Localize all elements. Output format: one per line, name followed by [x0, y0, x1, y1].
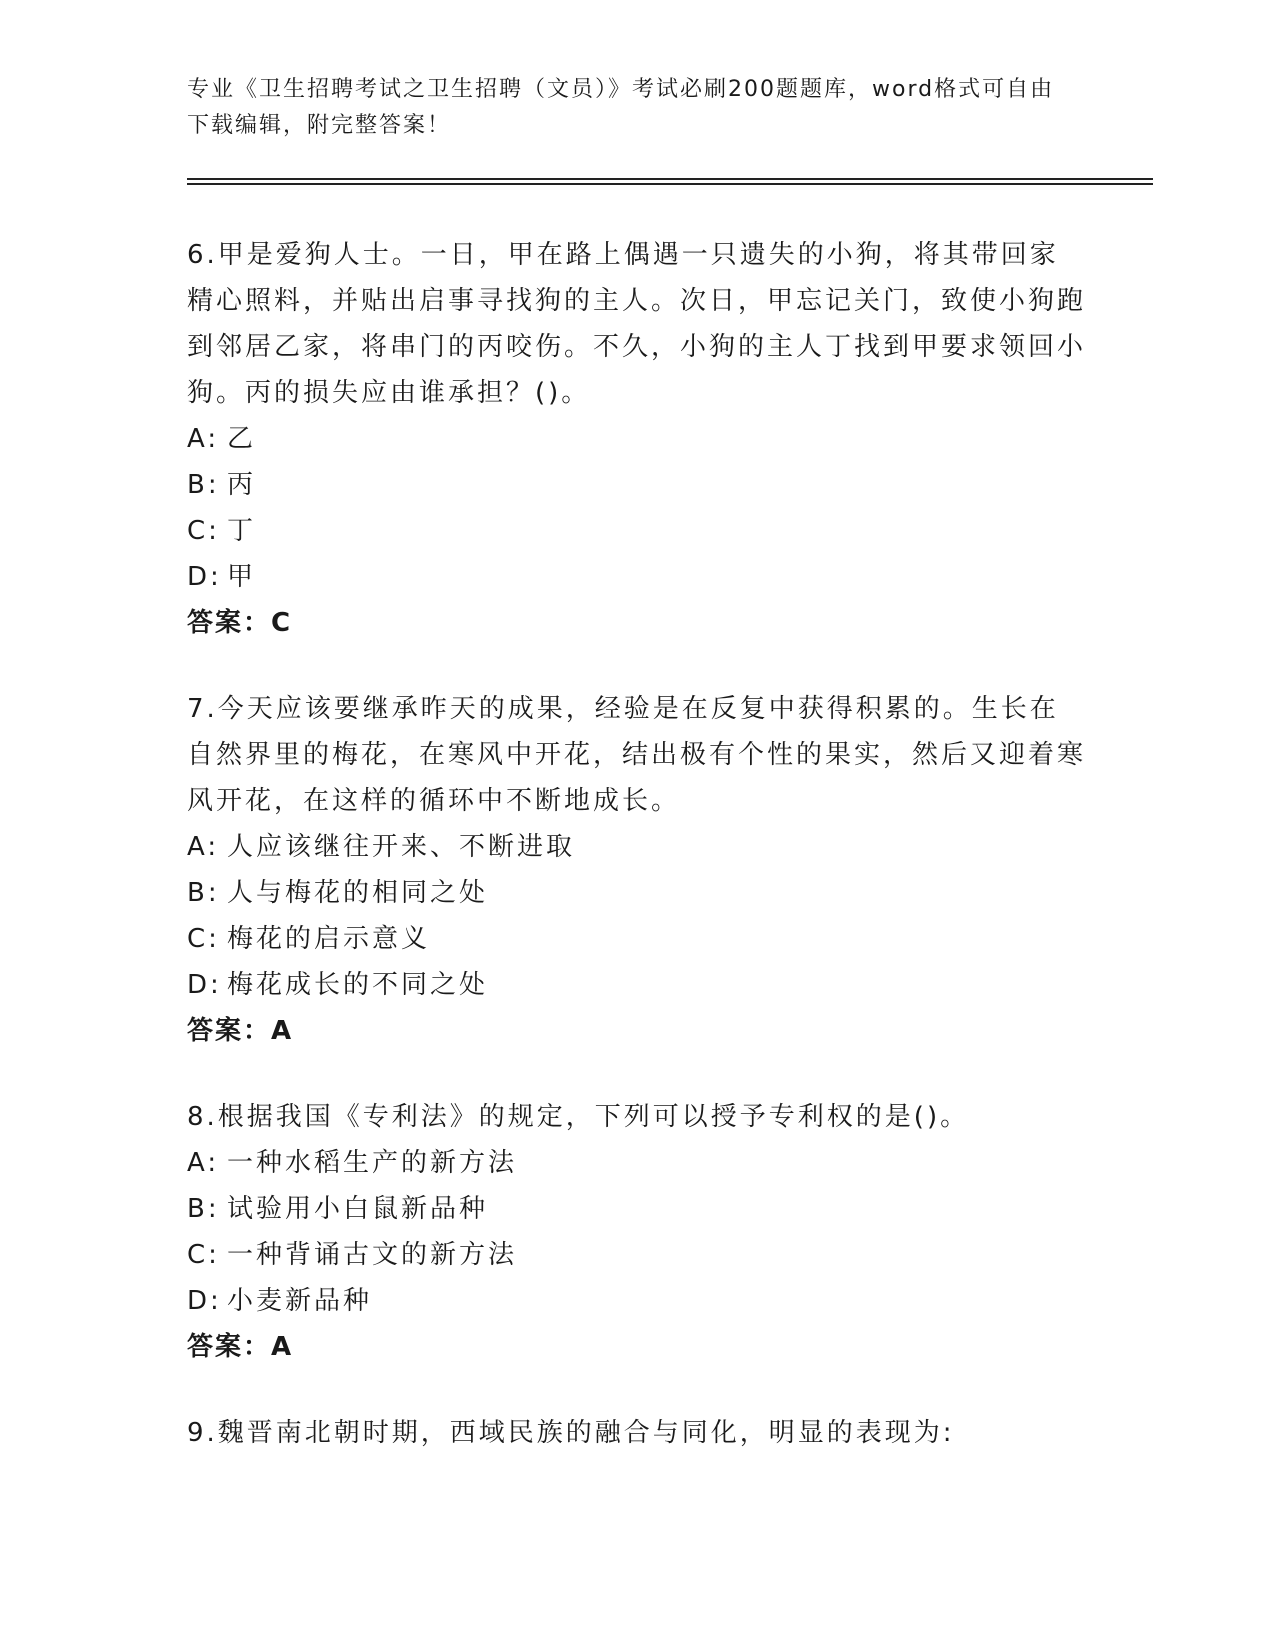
question-9: [187, 1410, 1087, 1456]
question-7: [187, 686, 1087, 1054]
option-key: D:: [187, 1286, 222, 1316]
question-8: [187, 1094, 1087, 1370]
option-text: 人应该继往开来、不断进取: [227, 832, 576, 862]
option-text: 人与梅花的相同之处: [227, 878, 489, 908]
option-d: [187, 554, 1087, 600]
answer-line: 答案：A: [187, 1332, 294, 1362]
header-divider-bottom: [187, 183, 1153, 185]
option-text: 试验用小白鼠新品种: [227, 1194, 489, 1224]
option-b: [187, 462, 1087, 508]
option-key: B:: [187, 878, 220, 908]
option-text: 乙: [227, 424, 257, 454]
option-key: C:: [187, 924, 220, 954]
option-c: [187, 916, 1087, 962]
question-6: [187, 232, 1087, 646]
option-d: [187, 1278, 1087, 1324]
question-list: [187, 232, 1087, 1496]
option-a: [187, 1140, 1087, 1186]
option-key: A:: [187, 424, 220, 454]
option-a: [187, 416, 1087, 462]
document-header: 专业《卫生招聘考试之卫生招聘（文员）》考试必刷200题题库，word格式可自由下载编辑，附完整答案！: [187, 77, 1055, 138]
option-key: C:: [187, 1240, 220, 1270]
option-key: D:: [187, 562, 222, 592]
answer-line: 答案：C: [187, 608, 293, 638]
option-a: [187, 824, 1087, 870]
question-stem: 7.今天应该要继承昨天的成果，经验是在反复中获得积累的。生长在自然界里的梅花，在寒风中开花，结出极有个性的果实，然后又迎着寒风开花，在这样的循环中不断地成长。: [187, 694, 1087, 816]
question-stem: 6.甲是爱狗人士。一日，甲在路上偶遇一只遗失的小狗，将其带回家精心照料，并贴出启事寻找狗的主人。次日，甲忘记关门，致使小狗跑到邻居乙家，将串门的丙咬伤。不久，小狗的主人丁找到甲要求领回小狗。丙的损失应由谁承担？()。: [187, 240, 1087, 408]
option-key: A:: [187, 1148, 220, 1178]
option-text: 甲: [227, 562, 257, 592]
option-text: 小麦新品种: [227, 1286, 373, 1316]
option-key: B:: [187, 470, 220, 500]
option-text: 一种水稻生产的新方法: [227, 1148, 518, 1178]
option-b: [187, 1186, 1087, 1232]
option-text: 梅花成长的不同之处: [227, 970, 489, 1000]
option-c: [187, 508, 1087, 554]
option-key: C:: [187, 516, 220, 546]
option-d: [187, 962, 1087, 1008]
option-text: 丁: [227, 516, 257, 546]
option-c: [187, 1232, 1087, 1278]
option-b: [187, 870, 1087, 916]
answer-line: 答案：A: [187, 1016, 294, 1046]
question-stem: 9.魏晋南北朝时期，西域民族的融合与同化，明显的表现为:: [187, 1418, 955, 1448]
option-key: A:: [187, 832, 220, 862]
header-divider-top: [187, 178, 1153, 180]
option-text: 梅花的启示意义: [227, 924, 431, 954]
question-stem: 8.根据我国《专利法》的规定，下列可以授予专利权的是()。: [187, 1102, 970, 1132]
option-key: B:: [187, 1194, 220, 1224]
option-key: D:: [187, 970, 222, 1000]
option-text: 丙: [227, 470, 257, 500]
option-text: 一种背诵古文的新方法: [227, 1240, 518, 1270]
